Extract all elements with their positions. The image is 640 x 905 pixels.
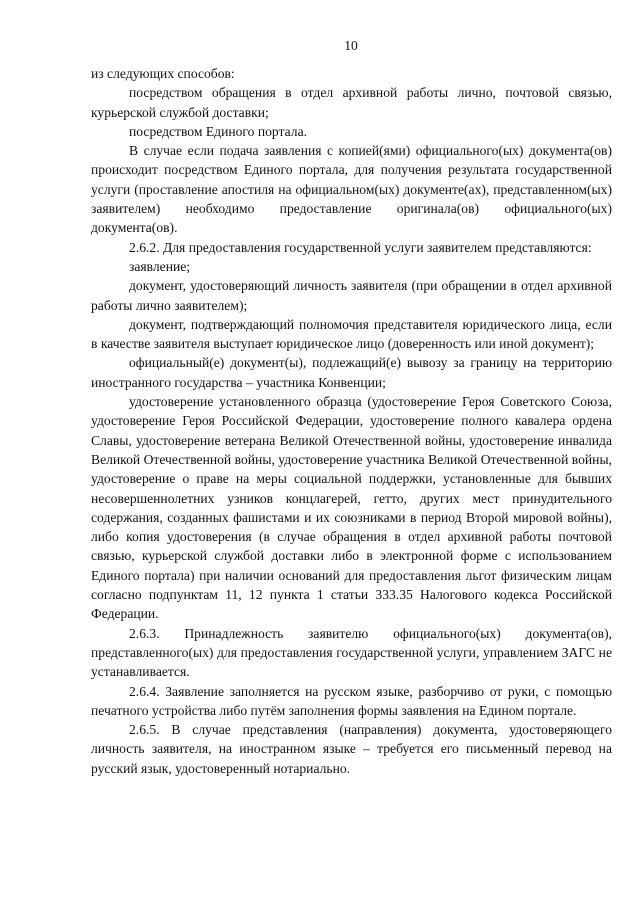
paragraph-clause-2-6-3: 2.6.3. Принадлежность заявителю официального(ых) документа(ов), представленного(ых) для предоставления государственной услуги, управлением ЗАГС не устанавливается. — [91, 625, 612, 680]
document-body — [91, 64, 612, 778]
paragraph-authority-document: документ, подтверждающий полномочия представителя юридического лица, если в качестве заявителя выступает юридическое лицо (доверенность или иной документ); — [91, 316, 612, 352]
paragraph-clause-2-6-5: 2.6.5. В случае представления (направления) документа, удостоверяющего личность заявителя, на иностранном языке – требуется его письменный перевод на русский язык, удостоверенный нотариально. — [91, 722, 612, 776]
paragraph-method-in-person: посредством обращения в отдел архивной работы лично, почтовой связью, курьерской службой доставки; — [91, 85, 612, 120]
paragraph-portal-originals: В случае если подача заявления с копией(ями) официального(ых) документа(ов) происходит посредством Единого портала, для получения результата государственной услуги (проставление апостиля на официальном(ых) документе(ах), представленном(ых) заявителем) необходимо предоставление оригинала(ов) официального(ых) документа(ов). — [91, 143, 612, 236]
paragraph-identity-document: документ, удостоверяющий личность заявителя (при обращении в отдел архивной работы лично заявителем); — [91, 278, 612, 313]
paragraph-certificate: удостоверение установленного образца (удостоверение Героя Советского Союза, удостоверение Героя Российской Федерации, удостоверение полного кавалера ордена Славы, удостоверение ветерана Великой Отечественной войны, удостоверение инвалида Великой Отечественной войны, удостоверение участника Великой Отечественной войны, удостоверение о праве на меры социальной поддержки, установленные для бывших несовершеннолетних узников концлагерей, гетто, других мест принудительного содержания, созданных фашистами и их союзниками в период Второй мировой войны), либо копия удостоверения (в случае обращения в отдел архивной работы почтовой связью, курьерской службой доставки либо в электронной форме с использованием Единого портала) при наличии оснований для предоставления льгот физическим лицам согласно подпунктам 11, 12 пункта 1 статьи 333.35 Налогового кодекса Российской Федерации. — [91, 394, 612, 622]
paragraph-application: заявление; — [129, 258, 191, 274]
paragraph-clause-2-6-4: 2.6.4. Заявление заполняется на русском языке, разборчиво от руки, с помощью печатного устройства либо путём заполнения формы заявления на Едином портале. — [91, 683, 612, 718]
paragraph-official-documents: официальный(е) документ(ы), подлежащий(е) вывозу за границу на территорию иностранного государства – участника Конвенции; — [91, 355, 612, 390]
page-number: 10 — [344, 38, 358, 53]
paragraph-method-portal: посредством Единого портала. — [129, 123, 308, 139]
paragraph-clause-2-6-2: 2.6.2. Для предоставления государственной услуги заявителем представляются: — [129, 239, 592, 255]
paragraph-continuation: из следующих способов: — [91, 66, 235, 81]
